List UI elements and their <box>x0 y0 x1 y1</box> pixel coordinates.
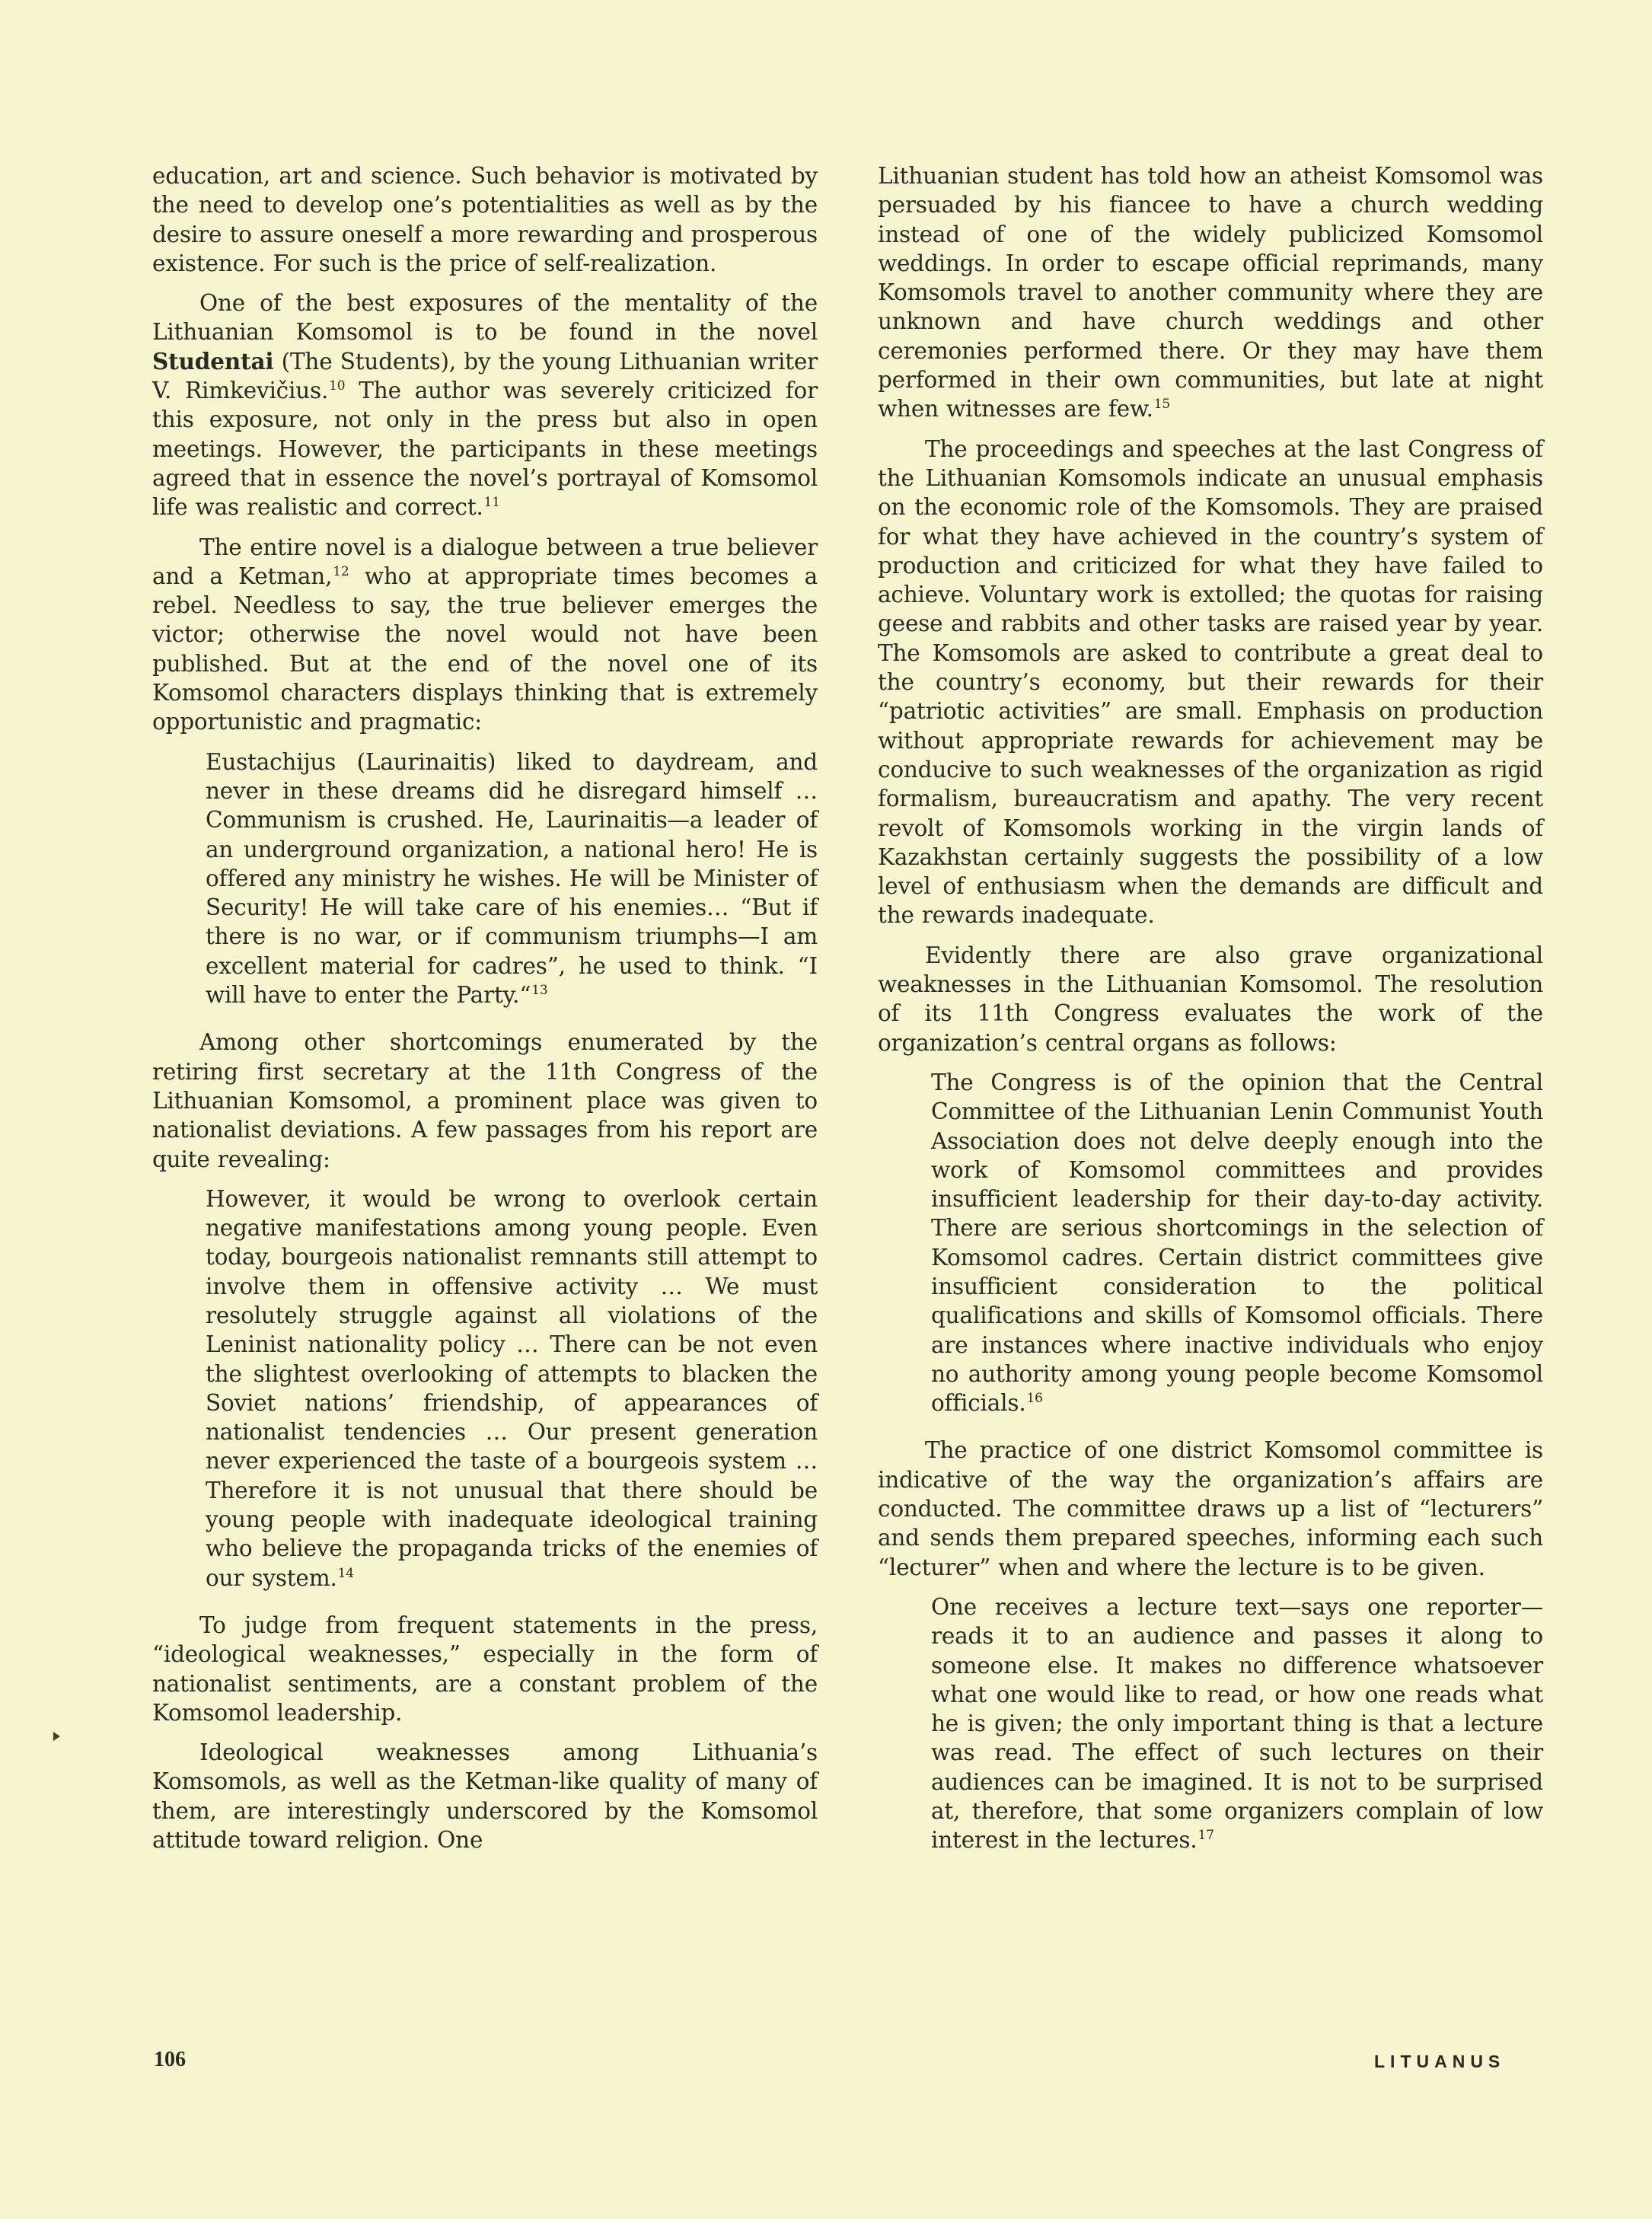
paragraph <box>152 1028 818 1173</box>
margin-arrow-mark <box>53 1732 60 1741</box>
text-run: education, art and science. Such behavior is motivated by the need to develop one’s potentialities as well as by the desire to assure oneself a more rewarding and prosperous existence. For such is the price of self-realization. <box>152 163 818 276</box>
text-run: One receives a lecture text—says one reporter—reads it to an audience and passes it along to someone else. It makes no difference whatsoever what one would like to read, or how one reads what he is given; the only important thing is that a lecture was read. The effect of such lectures on their audiences can be imagined. It is not to be surprised at, therefore, that some organizers complain of low interest in the lectures. <box>931 1593 1543 1854</box>
paragraph <box>878 941 1543 1057</box>
block-quote <box>206 748 818 1010</box>
text-run: One of the best exposures of the mentality of the Lithuanian Komsomol is to be found in the novel <box>152 290 818 346</box>
text-run: Ideological weaknesses among Lithuania’s Komsomols, as well as the Ketman-like quality of many of them, are interestingly underscored by the Komsomol attitude toward religion. One <box>152 1739 818 1854</box>
text-run: Eustachijus (Laurinaitis) liked to daydream, and never in these dreams did he disregard himself … Communism is crushed. He, Laurinaitis—a leader of an underground organization, a national hero! He is offered any ministry he wishes. He will be Minister of Security! He will take care of his enemies… “But if there is no war, or if communism triumphs—I am excellent material for cadres”, he used to think. “I will have to enter the Party.“ <box>206 748 818 1009</box>
footnote-marker: 11 <box>483 495 500 511</box>
paragraph <box>878 1436 1543 1581</box>
paragraph-continued <box>878 161 1543 424</box>
footnote-marker: 10 <box>329 378 346 394</box>
text-run: The author was severely criticized for this exposure, not only in the press but also in open meetings. However, the participants in these meetings agreed that in essence the novel’s portrayal of Komsomol life was realistic and correct. <box>152 378 818 521</box>
right-column <box>878 161 1543 1873</box>
text-run: Evidently there are also grave organizational weaknesses in the Lithuanian Komsomol. The resolution of its 11th Congress evaluates the work of the organization’s central organs as follows: <box>878 942 1543 1056</box>
left-column <box>152 161 818 1865</box>
text-run: The Congress is of the opinion that the Central Committee of the Lithuanian Lenin Communist Youth Association does not delve deeply enough into the work of Komsomol committees and provides insufficient leadership for their day-to-day activity. There are serious shortcomings in the selection of Komsomol cadres. Certain district committees give insufficient consideration to the political qualifications and skills of Komsomol officials. There are instances where inactive individuals who enjoy no authority among young people become Komsomol officials. <box>931 1069 1543 1417</box>
footnote-marker: 13 <box>531 983 548 999</box>
paragraph <box>878 435 1543 930</box>
paragraph <box>152 289 818 521</box>
block-quote <box>206 1184 818 1593</box>
text-run: To judge from frequent statements in the press, “ideological weaknesses,” especially in the form of nationalist sentiments, are a constant problem of the Komsomol leadership. <box>152 1612 818 1726</box>
text-run: However, it would be wrong to overlook certain negative manifestations among young people. Even today, bourgeois nationalist remnants still attempt to involve them in offensive activity … We must resolutely struggle against all violations of the Leninist nationality policy … There can be not even the slightest overlooking of attempts to blacken the Soviet nations’ friendship, of appearances of nationalist tendencies … Our present generation never experienced the taste of a bourgeois system … Therefore it is not unusual that there should be young people with inadequate ideological training who believe the propaganda tricks of the enemies of our system. <box>206 1185 818 1591</box>
footnote-marker: 15 <box>1153 397 1170 413</box>
text-run: Lithuanian student has told how an atheist Komsomol was persuaded by his fiancee to have a church wedding instead of one of the widely publicized Komsomol weddings. In order to escape official reprimands, many Komsomols travel to another community where they are unknown and have church weddings and other ceremonies performed there. Or they may have them performed in their own communities, but late at night when witnesses are few. <box>878 163 1543 422</box>
text-run: who at appropriate times becomes a rebel. Needless to say, the true believer emerges the victor; otherwise the novel would not have been published. But at the end of the novel one of its Komsomol characters displays thinking that is extremely opportunistic and pragmatic: <box>152 563 818 735</box>
journal-name: LITUANUS <box>1374 2052 1506 2071</box>
text-run: The proceedings and speeches at the last Congress of the Lithuanian Komsomols indicate an unusual emphasis on the economic role of the Komsomols. They are praised for what they have achieved in the country’s system of production and criticized for what they have failed to achieve. Voluntary work is extolled; the quotas for raising geese and rabbits and other tasks are raised year by year. The Komsomols are asked to contribute a great deal to the country’s economy, but their rewards for their “patriotic activities” are small. Emphasis on production without appropriate rewards for achievement may be conducive to such weaknesses of the organization as rigid formalism, bureaucratism and apathy. The very recent revolt of Komsomols working in the virgin lands of Kazakhstan certainly suggests the possibility of a low level of enthusiasm when the demands are difficult and the rewards inadequate. <box>878 435 1543 929</box>
footnote-marker: 17 <box>1198 1828 1214 1844</box>
paragraph <box>152 533 818 737</box>
text-run: Among other shortcomings enumerated by the retiring first secretary at the 11th Congress of the Lithuanian Komsomol, a prominent place was given to nationalist deviations. A few passages from his report are quite revealing: <box>152 1029 818 1172</box>
block-quote <box>931 1593 1543 1855</box>
footnote-marker: 14 <box>337 1565 354 1581</box>
paragraph-continued <box>152 161 818 278</box>
footnote-marker: 12 <box>333 563 349 579</box>
page-number: 106 <box>154 2048 186 2071</box>
text-run: The practice of one district Komsomol committee is indicative of the way the organization’s affairs are conducted. The committee draws up a list of “lecturers” and sends them prepared speeches, informing each such “lecturer” when and where the lecture is to be given. <box>878 1437 1543 1580</box>
paragraph <box>152 1738 818 1854</box>
text-run: The entire novel is a dialogue between a true believer and a Ketman, <box>152 534 818 589</box>
footnote-marker: 16 <box>1026 1391 1043 1407</box>
text-run: (The Students), by the young Lithuanian writer V. Rimkevičius. <box>152 348 818 404</box>
paragraph <box>152 1611 818 1727</box>
book-title: Studentai <box>152 347 274 375</box>
block-quote <box>931 1068 1543 1418</box>
